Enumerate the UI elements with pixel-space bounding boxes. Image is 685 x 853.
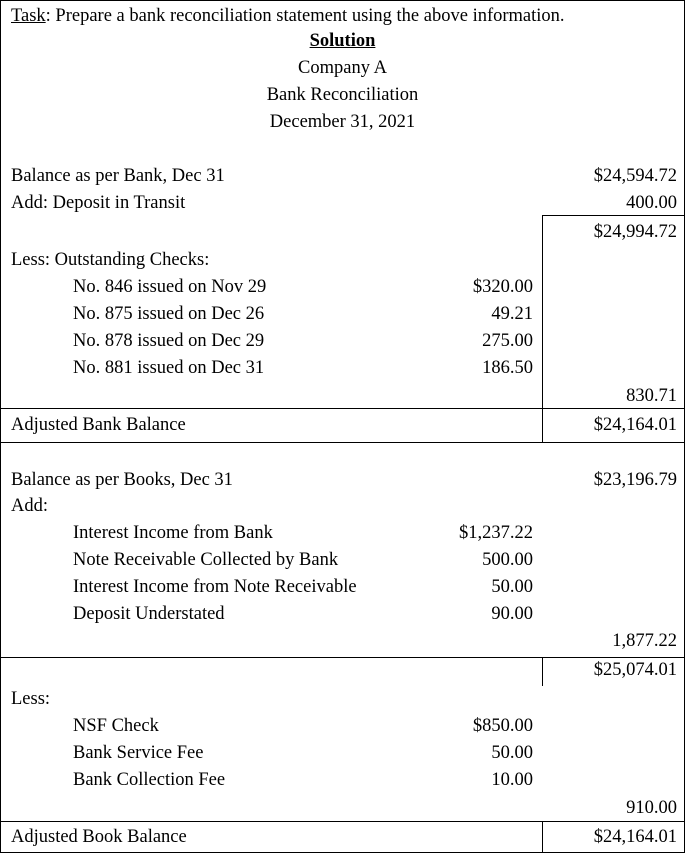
checks-total-value: 830.71 [626,386,677,406]
addition-label: Interest Income from Bank [73,523,273,543]
deduction-amount: $850.00 [472,716,533,736]
adjusted-book-balance-label: Adjusted Book Balance [11,827,187,847]
rule-line [1,821,684,822]
check-amount: $320.00 [472,277,533,297]
book-subtotal-value: $25,074.01 [593,660,677,680]
additions-total-value: 1,877.22 [612,631,677,651]
column-rule [542,215,543,442]
rule-line [1,408,684,409]
bank-subtotal-value: $24,994.72 [593,222,677,242]
task-line [11,7,565,26]
adjusted-book-balance-value: $24,164.01 [593,827,677,847]
rule-line [1,442,684,443]
deposit-in-transit-label: Add: Deposit in Transit [11,193,186,213]
task-text: : Prepare a bank reconciliation statement using the above information. [45,6,565,26]
addition-amount: $1,237.22 [459,523,533,543]
book-add-label: Add: [11,496,48,516]
check-amount: 186.50 [482,358,533,378]
deductions-total-value: 910.00 [626,798,677,818]
bank-balance-value: $24,594.72 [593,166,677,186]
company-name: Company A [298,58,387,78]
addition-amount: 50.00 [491,577,533,597]
adjusted-bank-balance-value: $24,164.01 [593,415,677,435]
outstanding-checks-label: Less: Outstanding Checks: [11,250,210,270]
statement-date: December 31, 2021 [269,112,416,132]
check-amount: 49.21 [491,304,533,324]
book-less-label: Less: [11,689,51,709]
column-rule [542,657,543,686]
solution-heading: Solution [309,31,376,51]
statement-title: Bank Reconciliation [266,85,419,105]
column-rule [542,821,543,852]
check-label: No. 881 issued on Dec 31 [73,358,265,378]
deduction-label: Bank Service Fee [73,743,204,763]
check-label: No. 875 issued on Dec 26 [73,304,265,324]
bank-balance-label: Balance as per Bank, Dec 31 [11,166,225,186]
adjusted-bank-balance-label: Adjusted Bank Balance [11,415,186,435]
check-amount: 275.00 [482,331,533,351]
rule-line [1,657,684,658]
deduction-amount: 10.00 [491,770,533,790]
task-label: Task [11,6,46,26]
addition-amount: 90.00 [491,604,533,624]
addition-label: Interest Income from Note Receivable [73,577,357,597]
deduction-label: NSF Check [73,716,159,736]
book-balance-label: Balance as per Books, Dec 31 [11,470,233,490]
addition-label: Note Receivable Collected by Bank [73,550,339,570]
check-label: No. 878 issued on Dec 29 [73,331,265,351]
deduction-amount: 50.00 [491,743,533,763]
rule-line [542,215,684,216]
book-balance-value: $23,196.79 [593,470,677,490]
check-label: No. 846 issued on Nov 29 [73,277,267,297]
addition-label: Deposit Understated [73,604,225,624]
addition-amount: 500.00 [482,550,533,570]
deposit-in-transit-value: 400.00 [626,193,677,213]
deduction-label: Bank Collection Fee [73,770,226,790]
